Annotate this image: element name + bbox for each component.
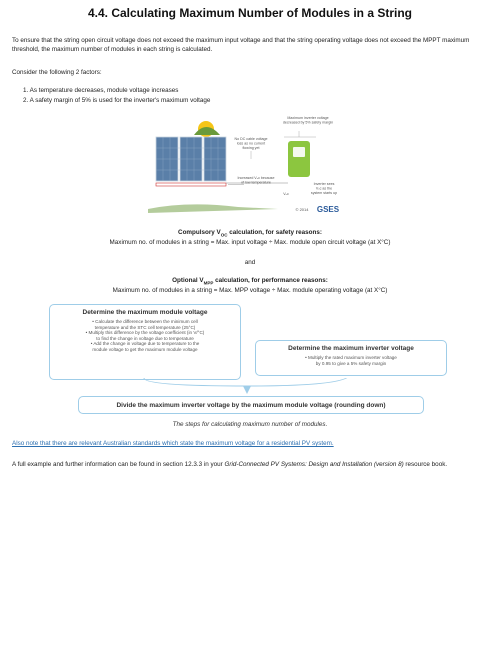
divide-text: Divide the maximum inverter voltage by the maximum module voltage (rounding down) [116,401,386,409]
figure-label-dc-3: flowing yet [242,146,260,150]
inverter-voltage-title: Determine the maximum inverter voltage [288,345,414,352]
standards-link[interactable]: Also note that there are relevant Australian standards which state the maximum voltage for a residential PV system. [12,440,334,447]
figure-copyright: © 2014 [295,207,309,212]
figure-label-top-1: Maximum inverter voltage [287,116,329,120]
figure-label-voc-1: Increased Vₒc because [237,176,275,180]
inverter-voltage-line: by 0.95 to give a 5% safety margin [315,360,387,366]
figure-label-voc-2: of low temperature [241,180,271,185]
optional-heading: Optional $V_{MPP}$ calculation, for performance reasons: [172,277,328,286]
module-voltage-title: Determine the maximum module voltage [82,309,208,316]
figure-label-dc-2: loss as no current [236,141,266,146]
string-voltage-diagram [148,113,380,221]
page-title: 4.4. Calculating Maximum Number of Modules in a String [87,6,413,20]
module-voltage-line: • Multiply this difference by the voltage coefficient (in V/°C) [85,330,205,336]
module-voltage-box [49,304,241,380]
figure-label-dc-1: No DC cable voltage [234,137,268,141]
figure-label-voc-small: Vₒc [283,192,289,196]
figure-label-top-2: decreased by 5% safety margin [282,120,334,125]
module-voltage-line: • Add the change in voltage due to temperature to the [90,341,200,347]
module-voltage-line: module voltage to get the maximum module voltage [92,346,198,352]
module-voltage-line: • Calculate the difference between the minimum cell [92,319,198,324]
sun-icon [194,121,220,137]
factors-intro: Consider the following 2 factors: [12,69,102,76]
figure-caption: The steps for calculating maximum number of modules. [172,421,328,428]
optional-formula: Maximum no. of modules in a string = Max. MPP voltage ÷ Max. module operating voltage (at X°C) [112,287,388,294]
grass [148,204,278,213]
closing-paragraph: A full example and further information can be found in section 12.3.3 in your Grid-Connected PV Systems: Design and Installation (version 8) resource book. [12,461,448,468]
figure-label-inv-2: Vₒc as the [315,186,333,191]
module-voltage-line: temperature and the STC cell temperature (25°C) [94,324,196,330]
solar-panels [156,137,226,181]
divide-box [78,396,424,414]
factor-item-2: 2. A safety margin of 5% is used for the inverter's maximum voltage [23,97,211,104]
inverter-voltage-line: • Multiply the rated maximum inverter voltage [305,355,397,360]
figure-logo: GSES [316,205,340,214]
inverter-voltage-box [255,340,447,376]
figure-label-inv-1: Inverter sees [313,182,335,186]
flow-connector [49,378,445,396]
intro-paragraph: To ensure that the string open circuit voltage does not exceed the maximum input voltage and that the string operating voltage does not exceed the MPPT maximum threshold, the maximum number of modules in each string is calculated. [12,37,470,53]
factor-item-1: 1. As temperature decreases, module voltage increases [23,87,179,94]
compulsory-heading: Compulsory $V_{OC}$ calculation, for safety reasons: [178,229,322,238]
figure-label-inv-3: system starts up [310,191,338,195]
inverter-icon [288,141,310,177]
module-voltage-line: to find the change in voltage due to temperature [96,335,194,341]
and-text: and [244,259,256,266]
compulsory-formula: Maximum no. of modules in a string = Max. input voltage ÷ Max. module open circuit voltage (at X°C) [109,239,391,246]
